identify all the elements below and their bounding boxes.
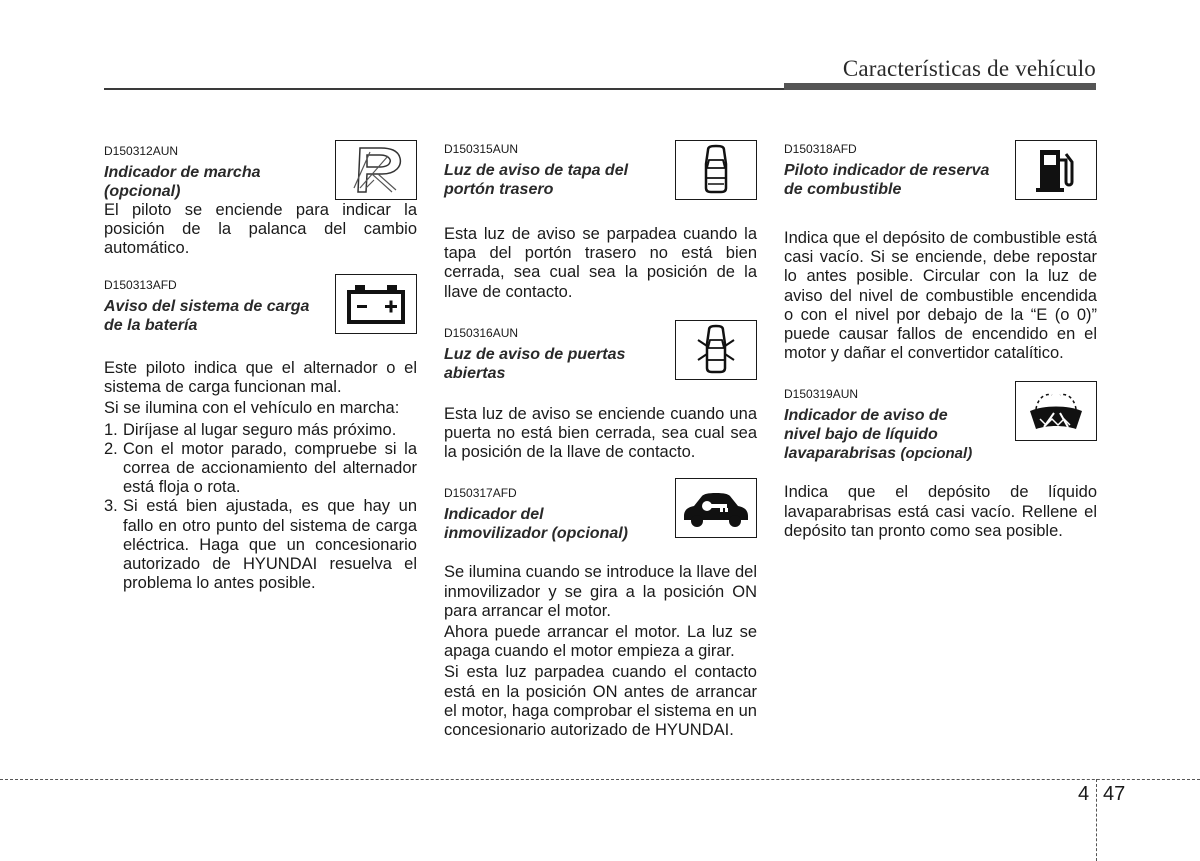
- section-body: Se ilumina cuando se introduce la llave del inmovilizador y se gira a la posición ON para arrancar el motor.: [444, 563, 757, 620]
- column-2: [444, 138, 757, 740]
- section-body: Este piloto indica que el alternador o el sistema de carga funcionan mal.: [104, 359, 417, 397]
- header-rule-thick: [784, 83, 1096, 90]
- section-code: D150317AFD: [444, 486, 517, 501]
- steps-list: [104, 421, 417, 594]
- section-code: D150319AUN: [784, 387, 859, 402]
- section-battery-warning: [104, 278, 417, 593]
- washer-fluid-icon: [1015, 381, 1097, 441]
- chapter-number: 4: [1078, 783, 1090, 805]
- footer-dashed-rule: [0, 779, 1200, 780]
- footer-vertical-rule: [1096, 779, 1097, 861]
- tailgate-open-icon: [675, 140, 757, 200]
- section-doors-warning: [444, 326, 757, 463]
- list-item: 1. Diríjase al lugar seguro más próximo.: [104, 420, 397, 439]
- section-heading: Indicador del inmovilizador (opcional): [444, 506, 629, 543]
- section-body: Si esta luz parpadea cuando el contacto está en la posición ON antes de arrancar el motor, haga comprobar el sistema en un concesionario autorizado de HYUNDAI.: [444, 663, 757, 740]
- battery-icon: [335, 274, 417, 334]
- list-item: 2. Con el motor parado, compruebe si la correa de accionamiento del alternador está floja o rota.: [104, 439, 417, 497]
- section-heading: Luz de aviso de tapa del portón trasero: [444, 162, 629, 198]
- section-body: Ahora puede arrancar el motor. La luz se apaga cuando el motor empieza a girar.: [444, 623, 757, 661]
- section-code: D150316AUN: [444, 325, 519, 340]
- section-washer-fluid: [784, 387, 1097, 541]
- section-immobilizer: [444, 486, 757, 740]
- column-3: [784, 138, 1097, 541]
- door-open-icon: [675, 320, 757, 380]
- section-heading: Indicador de marcha (opcional): [104, 164, 261, 200]
- page-number: 47: [1103, 783, 1126, 805]
- section-heading: Luz de aviso de puertas abiertas: [444, 345, 626, 382]
- header-rule-thin: [104, 88, 784, 90]
- section-body: Indica que el depósito de líquido lavaparabrisas está casi vacío. Rellene el depósito tan pronto como sea posible.: [784, 483, 1097, 540]
- section-body: Esta luz de aviso se parpadea cuando la tapa del portón trasero no está bien cerrada, sea cual sea la posición de la llave de contacto.: [444, 225, 757, 301]
- section-fuel-reserve: [784, 142, 1097, 363]
- list-item: 3. Si está bien ajustada, es que hay un fallo en otro punto del sistema de carga eléctrica. Haga que un concesionario autorizado de HYUNDAI resuelva el problema lo antes posible.: [104, 497, 417, 593]
- section-heading: Aviso del sistema de carga de la batería: [104, 298, 310, 334]
- section-body: Si se ilumina con el vehículo en marcha:: [104, 399, 400, 418]
- section-code: D150313AFD: [104, 278, 177, 292]
- section-tailgate-warning: [444, 142, 757, 302]
- section-gear-indicator: [104, 144, 417, 258]
- fuel-pump-icon: [1015, 140, 1097, 200]
- section-heading: Indicador de aviso de nivel bajo de líquido lavaparabrisas (opcional): [784, 407, 973, 463]
- immobilizer-key-car-icon: [675, 478, 757, 538]
- section-code: D150318AFD: [784, 142, 857, 156]
- section-code: D150315AUN: [444, 142, 519, 156]
- column-1: [104, 138, 417, 593]
- section-code: D150312AUN: [104, 144, 179, 158]
- gear-position-p-icon: [335, 140, 417, 200]
- section-heading: Piloto indicador de reserva de combustible: [784, 162, 990, 198]
- section-body: Esta luz de aviso se enciende cuando una puerta no está bien cerrada, sea cual sea la posición de la llave de contacto.: [444, 404, 757, 462]
- section-body: Indica que el depósito de combustible está casi vacío. Si se enciende, debe repostar lo antes posible. Circular con la luz de aviso del nivel de combustible encendida o con el nivel por debajo de la “E (o 0)” puede causar fallos de encendido en el motor y dañar el convertidor catalítico.: [784, 229, 1097, 363]
- page-header-title: Características de vehículo: [842, 56, 1096, 81]
- section-body: El piloto se enciende para indicar la posición de la palanca del cambio automático.: [104, 201, 417, 258]
